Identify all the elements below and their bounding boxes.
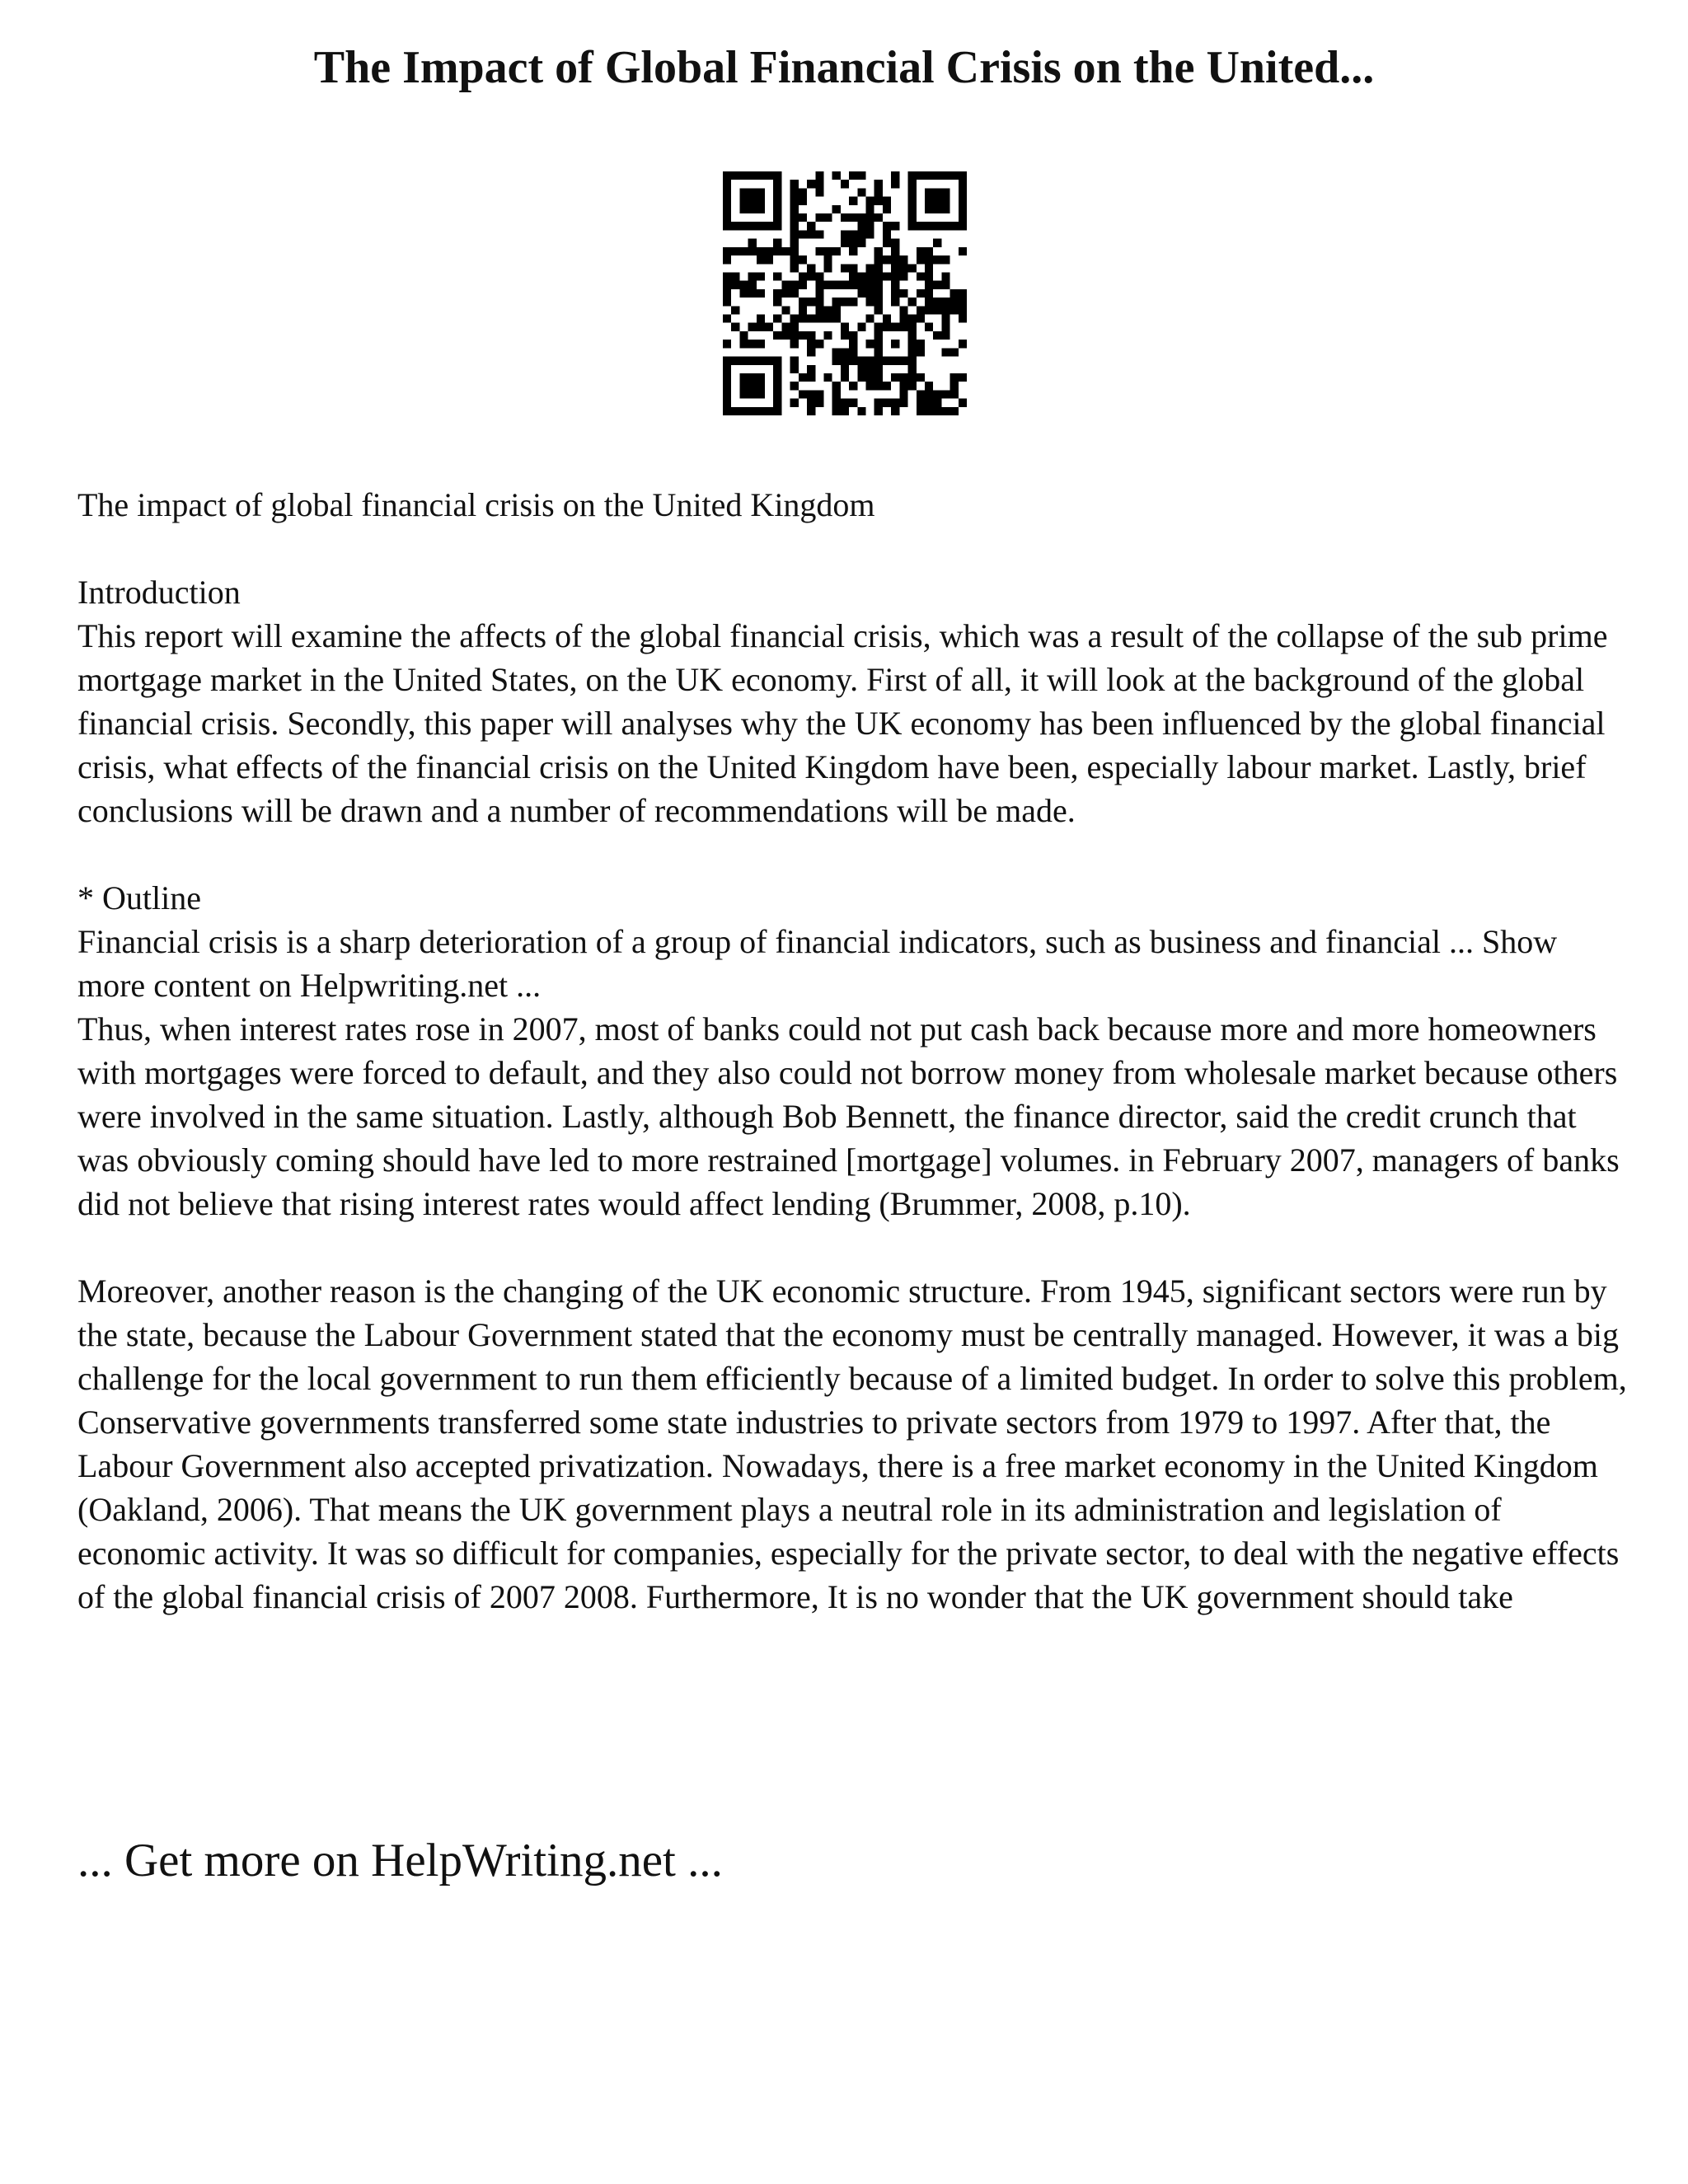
- document-body: [77, 483, 1627, 1619]
- get-more-link[interactable]: ... Get more on HelpWriting.net ...: [77, 1835, 723, 1886]
- section-heading-introduction: Introduction: [77, 574, 241, 611]
- qr-code: [723, 171, 967, 415]
- page-title: The Impact of Global Financial Crisis on the United...: [313, 42, 1375, 93]
- qr-code-icon: [723, 171, 967, 415]
- paragraph-introduction: This report will examine the affects of the global financial crisis, which was a result of the collapse of the sub prime mortgage market in the United States, on the UK economy. First of all, it will look at the background of the global financial crisis. Secondly, this paper will analyses why the UK economy has been influenced by the global financial crisis, what effects of the financial crisis on the United Kingdom have been, especially labour market. Lastly, brief conclusions will be drawn and a number of recommendations will be made.: [77, 617, 1608, 829]
- document-heading: The impact of global financial crisis on the United Kingdom: [77, 486, 875, 523]
- section-heading-outline: * Outline: [77, 879, 201, 916]
- paragraph-interest-rates: Thus, when interest rates rose in 2007, most of banks could not put cash back because more and more homeowners with mortgages were forced to default, and they also could not borrow money from wholesale market because others were involved in the same situation. Lastly, although Bob Bennett, the finance director, said the credit crunch that was obviously coming should have led to more restrained [mortgage] volumes. in February 2007, managers of banks did not believe that rising interest rates would affect lending (Brummer, 2008, p.10).: [77, 1010, 1620, 1222]
- paragraph-economic-structure: Moreover, another reason is the changing of the UK economic structure. From 1945, significant sectors were run by the state, because the Labour Government stated that the economy must be centrally managed. However, it was a big challenge for the local government to run them efficiently because of a limited budget. In order to solve this problem, Conservative governments transferred some state industries to private sectors from 1979 to 1997. After that, the Labour Government also accepted privatization. Nowadays, there is a free market economy in the United Kingdom (Oakland, 2006). That means the UK government plays a neutral role in its administration and legislation of economic activity. It was so difficult for companies, especially for the private sector, to deal with the negative effects of the global financial crisis of 2007 2008. Furthermore, It is no wonder that the UK government should take: [77, 1272, 1627, 1615]
- paragraph-outline: Financial crisis is a sharp deterioration of a group of financial indicators, such as business and financial ... Show more content on Helpwriting.net ...: [77, 923, 1558, 1004]
